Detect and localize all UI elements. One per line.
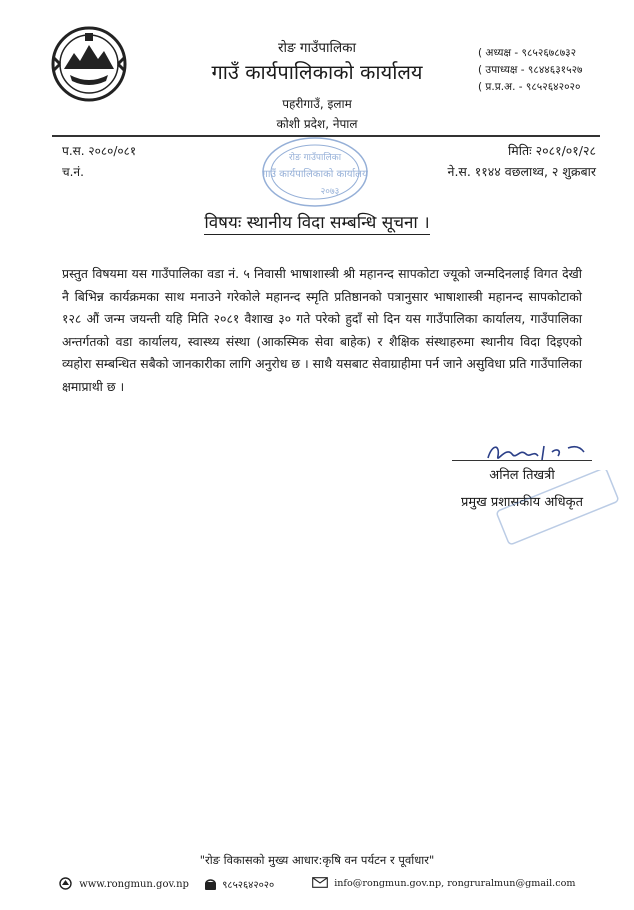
handwritten-signature bbox=[482, 440, 592, 466]
phone-icon bbox=[204, 879, 217, 891]
seal-text-line1: रोङ गाउँपालिका bbox=[288, 153, 342, 163]
office-province: कोशी प्रदेश, नेपाल bbox=[276, 117, 358, 131]
seal-year: २०७३ bbox=[320, 187, 340, 197]
footer-website[interactable]: www.rongmun.gov.np bbox=[79, 878, 189, 890]
office-title: गाउँ कार्यपालिकाको कार्यालय bbox=[211, 60, 423, 84]
contact-chairperson: ( अध्यक्ष - ९८५२६७८७३२ bbox=[478, 47, 577, 59]
office-seal-stamp bbox=[260, 132, 370, 210]
designation-stamp bbox=[494, 470, 624, 550]
letter-number: प.स. २०८०/०८१ bbox=[62, 144, 137, 158]
signature-line bbox=[452, 460, 592, 461]
footer-email-group bbox=[312, 877, 575, 889]
signatory-name: अनिल तिखत्री bbox=[489, 468, 555, 483]
seal-text-line2: गाउँ कार्यपालिकाको कार्यालय bbox=[262, 169, 368, 180]
footer-website-group bbox=[58, 877, 189, 890]
municipality-name: रोङ गाउँपालिका bbox=[277, 40, 357, 56]
footer-email[interactable]: info@rongmun.gov.np, rongruralmun@gmail.com bbox=[334, 877, 576, 889]
subject-heading bbox=[0, 210, 634, 233]
subject-text: विषयः स्थानीय विदा सम्बन्धि सूचना । bbox=[204, 213, 430, 233]
letter-date: मितिः २०८१/०१/२८ bbox=[508, 143, 596, 158]
signatory-designation: प्रमुख प्रशासकीय अधिकृत bbox=[460, 495, 584, 510]
contact-cao: ( प्र.प्र.अ. - ९८५२६४२०२० bbox=[478, 81, 581, 93]
nepal-sambat-date: ने.स. ११४४ वछलाथ्व, २ शुक्रबार bbox=[447, 164, 596, 179]
footer-phone: ९८५२६४२०२० bbox=[222, 880, 275, 891]
office-location: पहरीगाउँ, इलाम bbox=[282, 97, 352, 111]
dispatch-number: च.नं. bbox=[62, 165, 84, 179]
envelope-icon bbox=[312, 877, 328, 888]
footer-phone-group bbox=[204, 877, 274, 891]
footer-motto: "रोङ विकासको मुख्य आधार:कृषि वन पर्यटन र पूर्वाधार" bbox=[199, 853, 435, 867]
notice-body: प्रस्तुत विषयमा यस गाउँपालिका वडा नं. ५ निवासी भाषाशास्त्री श्री महानन्द सापकोटा ज्यूको जन्मदिनलाई विगत देखी नै बिभिन्न कार्यक्रमका साथ मनाउने गरेकोले महानन्द स्मृति प्रतिष्ठानको पत्रानुसार भाषाशास्त्री महानन्द सापकोटाको १२८ औं जन्म जयन्ती यहि मिति २०८१ वैशाख ३० गते परेको हुदाँ सो दिन यस गाउँपालिका कार्यालय, गाउँपालिका अन्तर्गतको वडा कार्यालय, स्वास्थ्य संस्था (आकस्मिक सेवा बाहेक) र शैक्षिक संस्थाहरुमा स्थानीय विदा दिइएको व्यहोरा सम्बन्धित सबैको जानकारीका लागि अनुरोध छ । साथै यसबाट सेवाग्राहीमा पर्न जाने असुविधा प्रति गाउँपालिका क्षमाप्राथी छ । bbox=[62, 266, 582, 394]
website-logo-icon bbox=[58, 877, 73, 890]
contact-vice-chairperson: ( उपाध्यक्ष - ९८४४६३१५२७ bbox=[478, 64, 583, 76]
